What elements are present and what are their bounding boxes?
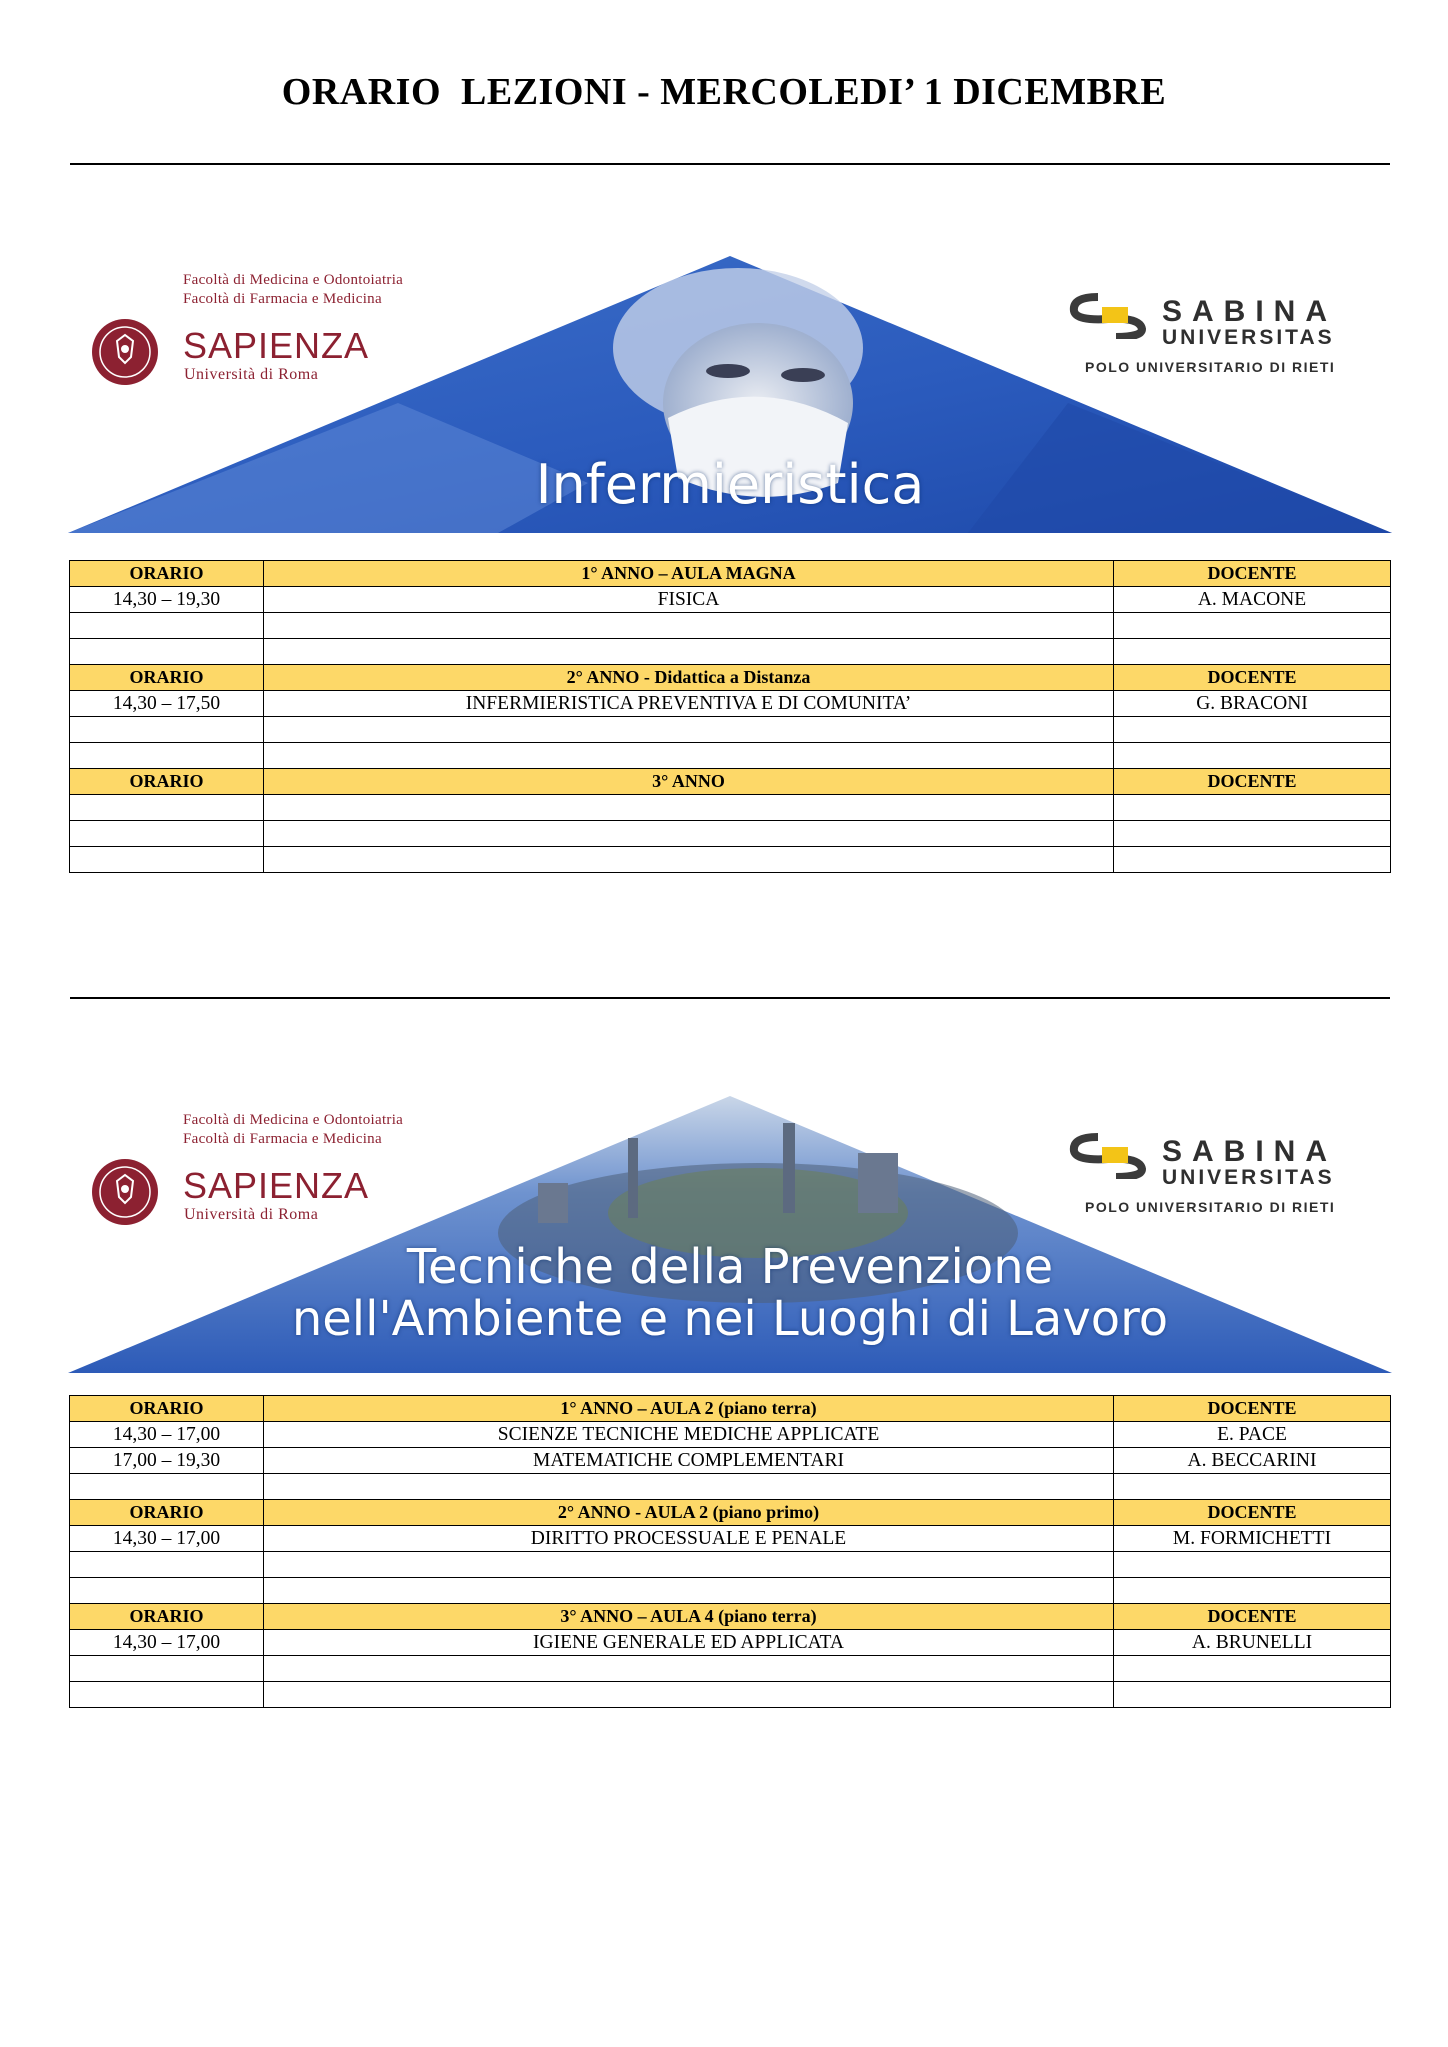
- course-title: [68, 455, 1392, 515]
- sapienza-wordmark: SAPIENZA: [183, 325, 370, 366]
- subject-cell: [264, 1552, 1114, 1578]
- divider: [70, 997, 1390, 999]
- table-row: [70, 743, 1391, 769]
- teacher-cell: [1114, 821, 1391, 847]
- header-docente: DOCENTE: [1114, 1500, 1391, 1526]
- subject-cell: [264, 1578, 1114, 1604]
- time-cell: [70, 1474, 264, 1500]
- header-year: 3° ANNO – AULA 4 (piano terra): [264, 1604, 1114, 1630]
- schedule-table-infermieristica: [69, 560, 1391, 873]
- subject-cell: INFERMIERISTICA PREVENTIVA E DI COMUNITA’: [264, 691, 1114, 717]
- subject-cell: [264, 795, 1114, 821]
- header-orario: ORARIO: [70, 1604, 264, 1630]
- header-year: 1° ANNO – AULA MAGNA: [264, 561, 1114, 587]
- table-row: [70, 1656, 1391, 1682]
- universitas-wordmark: UNIVERSITAS: [1162, 1166, 1335, 1189]
- subject-cell: [264, 1656, 1114, 1682]
- course-title-line: nell'Ambiente e nei Luoghi di Lavoro: [291, 1291, 1169, 1347]
- table-row: [70, 1422, 1391, 1448]
- table-header-row: [70, 1396, 1391, 1422]
- time-cell: [70, 1552, 264, 1578]
- teacher-cell: [1114, 717, 1391, 743]
- course-title-line: Infermieristica: [535, 453, 925, 516]
- subject-cell: [264, 717, 1114, 743]
- teacher-cell: [1114, 1656, 1391, 1682]
- time-cell: 17,00 – 19,30: [70, 1448, 264, 1474]
- course-title-line: Tecniche della Prevenzione: [406, 1239, 1054, 1295]
- table-row: [70, 639, 1391, 665]
- time-cell: 14,30 – 17,00: [70, 1422, 264, 1448]
- time-cell: [70, 847, 264, 873]
- schedule-table-tecniche-prevenzione: [69, 1395, 1391, 1708]
- banner-tecniche-prevenzione: [68, 1093, 1392, 1375]
- teacher-cell: [1114, 1682, 1391, 1708]
- header-year: 2° ANNO - AULA 2 (piano primo): [264, 1500, 1114, 1526]
- teacher-cell: E. PACE: [1114, 1422, 1391, 1448]
- subject-cell: [264, 847, 1114, 873]
- teacher-cell: A. BRUNELLI: [1114, 1630, 1391, 1656]
- teacher-cell: [1114, 795, 1391, 821]
- teacher-cell: A. MACONE: [1114, 587, 1391, 613]
- table-row: [70, 1630, 1391, 1656]
- faculty-line-2: Facoltà di Farmacia e Medicina: [183, 291, 382, 307]
- faculty-lines: [183, 1111, 403, 1149]
- time-cell: [70, 613, 264, 639]
- teacher-cell: [1114, 847, 1391, 873]
- sabina-logo-icon: [1068, 1131, 1168, 1179]
- subject-cell: DIRITTO PROCESSUALE E PENALE: [264, 1526, 1114, 1552]
- table-header-row: [70, 1500, 1391, 1526]
- header-docente: DOCENTE: [1114, 665, 1391, 691]
- teacher-cell: [1114, 1552, 1391, 1578]
- time-cell: [70, 821, 264, 847]
- teacher-cell: G. BRACONI: [1114, 691, 1391, 717]
- banner-infermieristica: [68, 253, 1392, 535]
- table-row: [70, 821, 1391, 847]
- time-cell: [70, 743, 264, 769]
- header-year: 2° ANNO - Didattica a Distanza: [264, 665, 1114, 691]
- header-orario: ORARIO: [70, 769, 264, 795]
- subject-cell: [264, 1474, 1114, 1500]
- faculty-line-1: Facoltà di Medicina e Odontoiatria: [183, 1112, 404, 1128]
- sabina-wordmark: SABINA: [1162, 295, 1338, 328]
- subject-cell: [264, 639, 1114, 665]
- time-cell: [70, 639, 264, 665]
- table-row: [70, 1682, 1391, 1708]
- table-row: [70, 1552, 1391, 1578]
- time-cell: [70, 717, 264, 743]
- faculty-line-2: Facoltà di Farmacia e Medicina: [183, 1131, 382, 1147]
- subject-cell: [264, 613, 1114, 639]
- table-row: [70, 613, 1391, 639]
- teacher-cell: [1114, 613, 1391, 639]
- subject-cell: FISICA: [264, 587, 1114, 613]
- teacher-cell: A. BECCARINI: [1114, 1448, 1391, 1474]
- subject-cell: MATEMATICHE COMPLEMENTARI: [264, 1448, 1114, 1474]
- header-orario: ORARIO: [70, 1500, 264, 1526]
- teacher-cell: [1114, 743, 1391, 769]
- faculty-line-1: Facoltà di Medicina e Odontoiatria: [183, 272, 404, 288]
- table-row: [70, 1448, 1391, 1474]
- time-cell: 14,30 – 17,00: [70, 1526, 264, 1552]
- sapienza-seal-icon: [90, 317, 160, 387]
- table-header-row: [70, 561, 1391, 587]
- subject-cell: [264, 821, 1114, 847]
- header-orario: ORARIO: [70, 665, 264, 691]
- time-cell: 14,30 – 17,00: [70, 1630, 264, 1656]
- table-row: [70, 795, 1391, 821]
- table-row: [70, 717, 1391, 743]
- faculty-lines: [183, 271, 403, 309]
- header-orario: ORARIO: [70, 561, 264, 587]
- subject-cell: IGIENE GENERALE ED APPLICATA: [264, 1630, 1114, 1656]
- divider: [70, 163, 1390, 165]
- teacher-cell: [1114, 639, 1391, 665]
- polo-subtitle: POLO UNIVERSITARIO DI RIETI: [1085, 1199, 1336, 1215]
- sapienza-wordmark: SAPIENZA: [183, 1165, 370, 1206]
- table-row: [70, 847, 1391, 873]
- sapienza-seal-icon: [90, 1157, 160, 1227]
- table-header-row: [70, 1604, 1391, 1630]
- table-row: [70, 587, 1391, 613]
- sabina-wordmark: SABINA: [1162, 1135, 1338, 1168]
- table-header-row: [70, 665, 1391, 691]
- teacher-cell: M. FORMICHETTI: [1114, 1526, 1391, 1552]
- header-docente: DOCENTE: [1114, 1396, 1391, 1422]
- universitas-wordmark: UNIVERSITAS: [1162, 326, 1335, 349]
- header-docente: DOCENTE: [1114, 769, 1391, 795]
- sapienza-subtitle: Università di Roma: [184, 366, 319, 383]
- header-docente: DOCENTE: [1114, 1604, 1391, 1630]
- header-year: 1° ANNO – AULA 2 (piano terra): [264, 1396, 1114, 1422]
- header-orario: ORARIO: [70, 1396, 264, 1422]
- teacher-cell: [1114, 1578, 1391, 1604]
- polo-subtitle: POLO UNIVERSITARIO DI RIETI: [1085, 359, 1336, 375]
- course-title: [68, 1241, 1392, 1345]
- table-row: [70, 691, 1391, 717]
- time-cell: 14,30 – 19,30: [70, 587, 264, 613]
- page-title: ORARIO LEZIONI - MERCOLEDI’ 1 DICEMBRE: [281, 71, 1167, 113]
- time-cell: [70, 1578, 264, 1604]
- header-year: 3° ANNO: [264, 769, 1114, 795]
- teacher-cell: [1114, 1474, 1391, 1500]
- sapienza-subtitle: Università di Roma: [184, 1206, 319, 1223]
- sabina-logo-icon: [1068, 291, 1168, 339]
- time-cell: [70, 1656, 264, 1682]
- time-cell: [70, 795, 264, 821]
- subject-cell: SCIENZE TECNICHE MEDICHE APPLICATE: [264, 1422, 1114, 1448]
- table-row: [70, 1474, 1391, 1500]
- table-row: [70, 1526, 1391, 1552]
- header-docente: DOCENTE: [1114, 561, 1391, 587]
- table-row: [70, 1578, 1391, 1604]
- time-cell: [70, 1682, 264, 1708]
- subject-cell: [264, 743, 1114, 769]
- time-cell: 14,30 – 17,50: [70, 691, 264, 717]
- subject-cell: [264, 1682, 1114, 1708]
- table-header-row: [70, 769, 1391, 795]
